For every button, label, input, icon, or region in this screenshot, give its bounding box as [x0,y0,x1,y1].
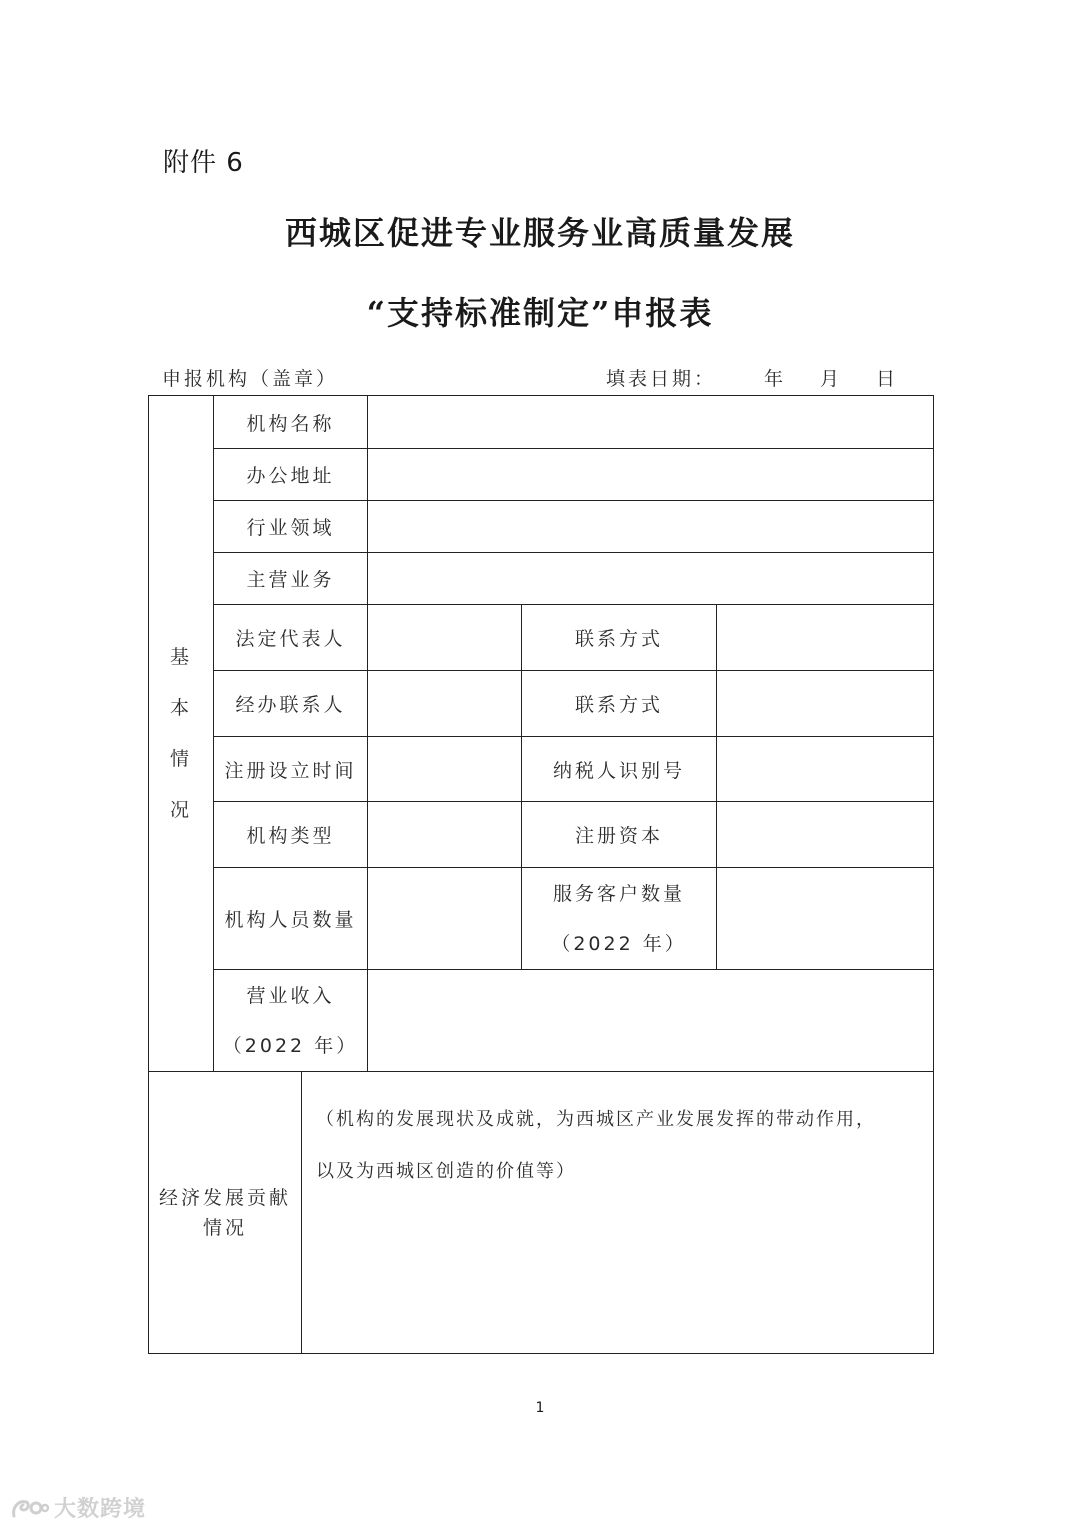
econ-description-line-1: （机构的发展现状及成就，为西城区产业发展发挥的带动作用， [316,1109,876,1130]
form-title-line-1: 西城区促进专业服务业高质量发展 [284,214,795,252]
contact-2-label: 联系方式 [522,671,717,737]
table-row [149,449,934,501]
watermark-logo-icon [10,1496,50,1520]
table-row [149,396,934,449]
section-basic-info: 基 本 情 况 [149,396,214,1072]
table-row [149,671,934,737]
org-name-label: 机构名称 [214,396,368,449]
contact-2-field[interactable] [717,671,934,737]
org-type-label: 机构类型 [214,802,368,868]
reg-date-label: 注册设立时间 [214,737,368,802]
legal-rep-label: 法定代表人 [214,605,368,671]
staff-count-label: 机构人员数量 [214,868,368,970]
table-row [149,970,934,1072]
form-title-line-2: “支持标准制定”申报表 [366,294,714,332]
office-address-label: 办公地址 [214,449,368,501]
watermark-text: 大数跨境 [54,1497,147,1522]
econ-contribution-field[interactable] [302,1072,934,1354]
main-business-label: 主营业务 [214,553,368,605]
date-month: 月 [820,368,843,390]
office-address-field[interactable] [368,449,934,501]
table-row [149,553,934,605]
applicant-label: 申报机构（盖章） [162,368,339,390]
reg-capital-label: 注册资本 [522,802,717,868]
table-row [149,501,934,553]
reg-date-field[interactable] [368,737,522,802]
taxpayer-id-label: 纳税人识别号 [522,737,717,802]
econ-contribution-label: 经济发展贡献 情况 [149,1072,302,1354]
fill-date [606,364,898,391]
date-year: 年 [764,368,787,390]
client-count-field[interactable] [717,868,934,970]
staff-count-field[interactable] [368,868,522,970]
revenue-field[interactable] [368,970,934,1072]
main-business-field[interactable] [368,553,934,605]
contact-1-field[interactable] [717,605,934,671]
table-row [149,802,934,868]
revenue-label: 营业收入 （2022 年） [214,970,368,1072]
taxpayer-id-field[interactable] [717,737,934,802]
page-number: 1 [535,1400,545,1416]
econ-description-line-2: 以及为西城区创造的价值等） [316,1161,576,1182]
attachment-label: 附件 6 [163,148,244,178]
industry-label: 行业领域 [214,501,368,553]
contact-1-label: 联系方式 [522,605,717,671]
table-row [149,605,934,671]
watermark [10,1492,146,1523]
handler-field[interactable] [368,671,522,737]
handler-label: 经办联系人 [214,671,368,737]
client-count-label: 服务客户数量 （2022 年） [522,868,717,970]
reg-capital-field[interactable] [717,802,934,868]
org-name-field[interactable] [368,396,934,449]
org-type-field[interactable] [368,802,522,868]
table-row [149,1072,934,1354]
date-day: 日 [876,368,899,390]
table-row [149,737,934,802]
application-form-table [148,395,934,1354]
date-label: 填表日期： [606,368,717,390]
industry-field[interactable] [368,501,934,553]
legal-rep-field[interactable] [368,605,522,671]
table-row [149,868,934,970]
